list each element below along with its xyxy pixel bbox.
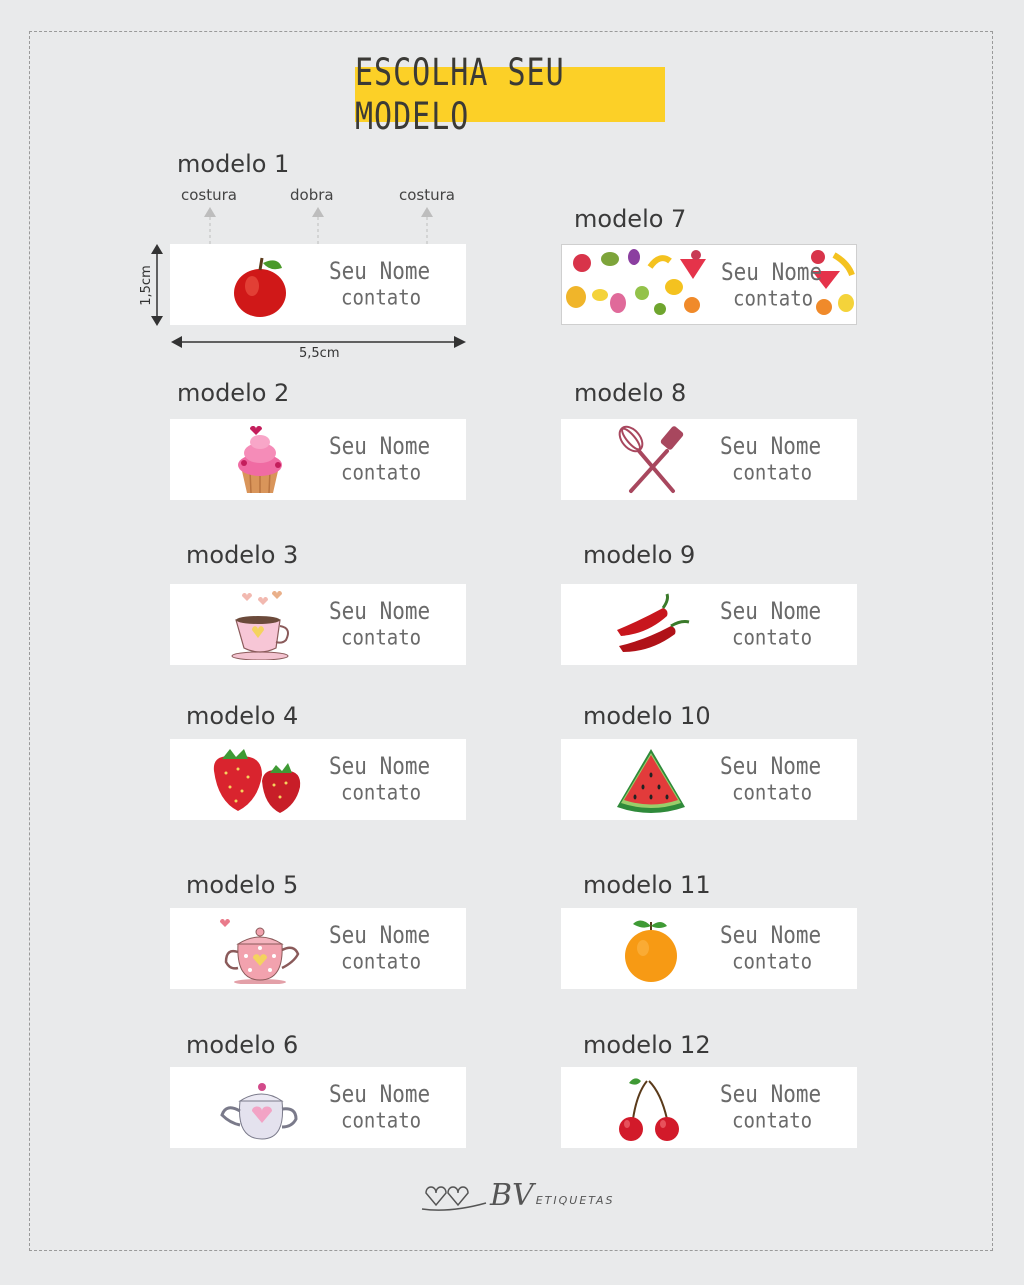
teacup-icon [220,590,300,660]
model-1-label: modelo 1 [177,150,290,178]
model-12-label: modelo 12 [583,1031,711,1059]
model-2-label: modelo 2 [177,379,290,407]
cupcake-icon [220,425,300,495]
model-8-card[interactable] [561,419,857,500]
model-10-label: modelo 10 [583,702,711,730]
card-name: Seu Nome [329,752,431,780]
orange-icon [611,914,691,984]
strawberry-icon [208,745,308,815]
card-contact: contato [733,286,814,312]
model-6-label: modelo 6 [186,1031,299,1059]
guide-lines [0,0,1024,380]
model-11-card[interactable] [561,908,857,989]
pink-teapot-icon [220,914,300,984]
hearts-icon [420,1179,490,1213]
model-11-label: modelo 11 [583,871,711,899]
card-name: Seu Nome [720,752,822,780]
card-name: Seu Nome [329,432,431,460]
card-name: Seu Nome [721,258,823,286]
model-8-label: modelo 8 [574,379,687,407]
height-label: 1,5cm [138,265,154,306]
card-contact: contato [341,1108,422,1134]
watermelon-icon [611,745,691,815]
card-contact: contato [341,625,422,651]
white-teapot-icon [220,1073,300,1143]
card-name: Seu Nome [720,597,822,625]
model-10-card[interactable] [561,739,857,820]
chili-pepper-icon [611,590,691,660]
model-5-label: modelo 5 [186,871,299,899]
card-name: Seu Nome [720,1080,822,1108]
page-title: ESCOLHA SEU MODELO [355,50,565,139]
cherry-icon [611,1073,691,1143]
guide-costura-right: costura [399,186,455,204]
model-4-card[interactable] [170,739,466,820]
whisk-spatula-icon [611,425,691,495]
model-3-card[interactable] [170,584,466,665]
model-12-card[interactable] [561,1067,857,1148]
card-name: Seu Nome [329,1080,431,1108]
brand-logo [420,1178,615,1213]
card-contact: contato [341,780,422,806]
card-name: Seu Nome [329,257,431,285]
model-7-label: modelo 7 [574,205,687,233]
card-contact: contato [732,1108,813,1134]
card-name: Seu Nome [329,597,431,625]
model-9-label: modelo 9 [583,541,696,569]
card-contact: contato [732,625,813,651]
card-contact: contato [341,285,422,311]
card-contact: contato [341,460,422,486]
model-1-card[interactable] [170,244,466,325]
apple-icon [220,250,300,320]
card-contact: contato [732,949,813,975]
model-9-card[interactable] [561,584,857,665]
model-2-card[interactable] [170,419,466,500]
card-name: Seu Nome [720,432,822,460]
card-name: Seu Nome [329,921,431,949]
card-contact: contato [341,949,422,975]
card-name: Seu Nome [720,921,822,949]
card-contact: contato [732,780,813,806]
guide-dobra: dobra [290,186,334,204]
logo-word: ETIQUETAS [535,1194,615,1207]
model-7-card[interactable] [561,244,857,325]
logo-initials: BV [490,1178,534,1213]
width-label: 5,5cm [299,346,340,361]
model-6-card[interactable] [170,1067,466,1148]
guide-costura-left: costura [181,186,237,204]
model-4-label: modelo 4 [186,702,299,730]
card-contact: contato [732,460,813,486]
model-5-card[interactable] [170,908,466,989]
model-3-label: modelo 3 [186,541,299,569]
